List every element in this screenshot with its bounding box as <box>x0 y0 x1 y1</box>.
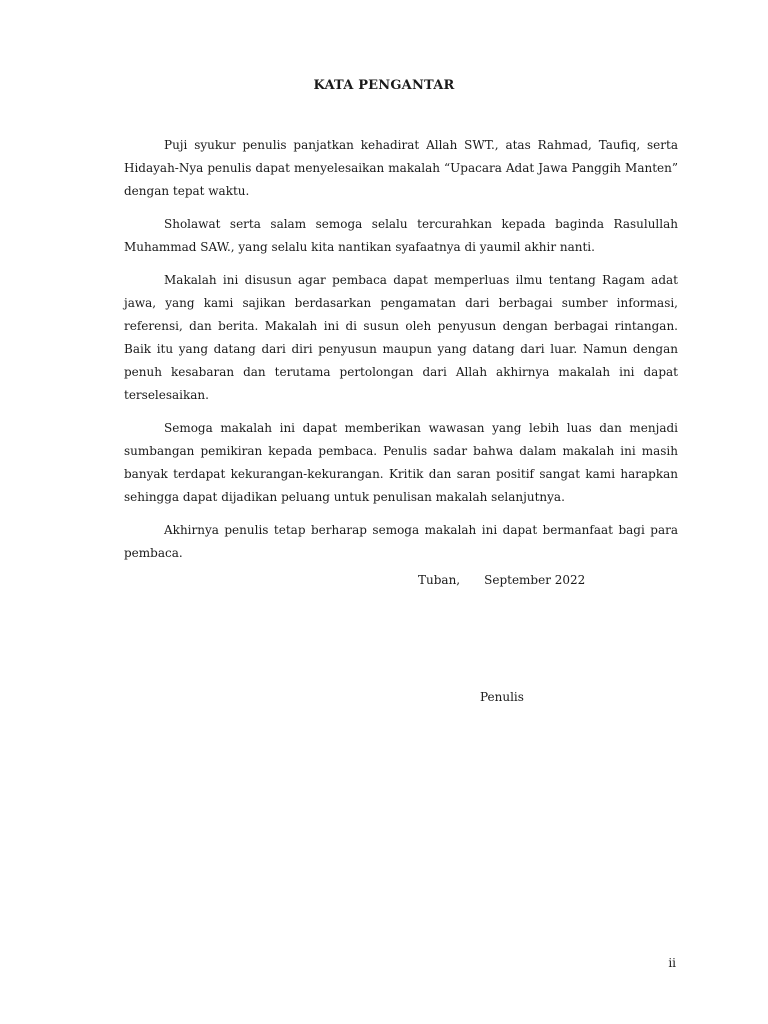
signature-place-date <box>418 570 585 590</box>
paragraph-5: Akhirnya penulis tetap berharap semoga makalah ini dapat bermanfaat bagi para pembaca. <box>124 523 678 560</box>
page-number: ii <box>668 956 676 970</box>
paragraph-4: Semoga makalah ini dapat memberikan wawasan yang lebih luas dan menjadi sumbangan pemikiran kepada pembaca. Penulis sadar bahwa dalam makalah ini masih banyak terdapat kekurangan-kekurangan. Kritik dan saran positif sangat kami harapkan sehingga dapat dijadikan peluang untuk penulisan makalah selanjutnya. <box>124 421 678 504</box>
signature-author: Penulis <box>480 690 524 704</box>
paragraph-1: Puji syukur penulis panjatkan kehadirat Allah SWT., atas Rahmad, Taufiq, serta Hidayah-Nya penulis dapat menyelesaikan makalah “Upacara Adat Jawa Panggih Manten” dengan tepat waktu. <box>124 138 678 198</box>
paragraph-2: Sholawat serta salam semoga selalu tercurahkan kepada baginda Rasulullah Muhammad SAW., yang selalu kita nantikan syafaatnya di yaumil akhir nanti. <box>124 217 678 254</box>
signature-date: September 2022 <box>484 573 586 587</box>
page-title: KATA PENGANTAR <box>313 78 455 93</box>
body-text <box>124 134 678 575</box>
signature-place: Tuban, <box>418 573 461 587</box>
paragraph-3: Makalah ini disusun agar pembaca dapat memperluas ilmu tentang Ragam adat jawa, yang kami sajikan berdasarkan pengamatan dari berbagai sumber informasi, referensi, dan berita. Makalah ini di susun oleh penyusun dengan berbagai rintangan. Baik itu yang datang dari diri penyusun maupun yang datang dari luar. Namun dengan penuh kesabaran dan terutama pertolongan dari Allah akhirnya makalah ini dapat terselesaikan. <box>124 273 678 402</box>
